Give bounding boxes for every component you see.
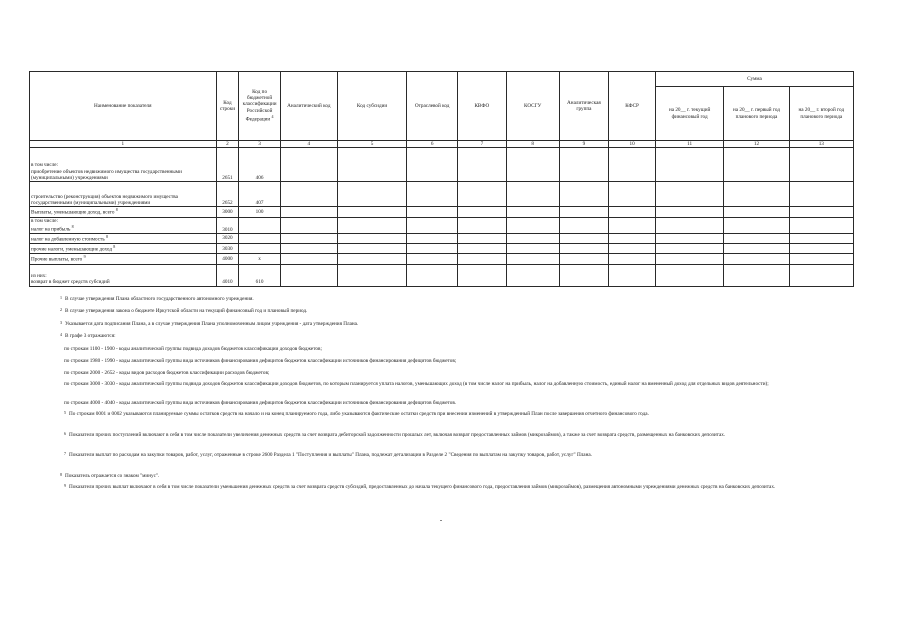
footnote-8: $^8$ Показатель отражается со знаком "минус". — [60, 472, 160, 479]
table-row — [30, 207, 854, 217]
table-row — [30, 182, 854, 207]
col-number: 12 — [724, 141, 789, 148]
footnote-3: $^3$ Указывается дата подписания Плана, а в случае утверждения Плана уполномоченным лицом учреждения - дата утверждения Плана. — [60, 320, 359, 327]
col-number: 9 — [559, 141, 609, 148]
row-name: Выплаты, уменьшающие доход, всего $^8$ — [30, 207, 217, 217]
header-kvfo: КВФО — [458, 72, 507, 141]
col-number: 10 — [609, 141, 656, 148]
row-bk-code: х — [239, 254, 280, 264]
col-number: 6 — [407, 141, 458, 148]
footnote-5: $^5$ По строкам 0001 и 0002 указываются планируемые суммы остатков средств на начало и на конец планируемого года, либо указываются фактические остатки средств при внесении изменений в утвержденный План после завершения отчетного финансового года. — [64, 410, 649, 417]
header-code: Код строки — [216, 72, 239, 141]
footnote-4e: по строкам 4000 - 4040 - коды аналитической группы вида источников финансирования дефицитов бюджетов классификации источников финансирования дефицитов бюджетов. — [64, 400, 457, 406]
header-year-current: на 20__ г. текущий финансовый год — [655, 87, 723, 141]
row-name: в том числе: приобретение объектов недвижимого имущества государственными (муниципальными) учреждениями — [30, 148, 217, 182]
footnote-4c: по строкам 2000 - 2652 - коды видов расходов бюджетов классификации расходов бюджетов; — [64, 370, 270, 376]
header-year-second: на 20__ г. второй год планового периода — [789, 87, 853, 141]
col-number: 2 — [216, 141, 239, 148]
row-code: 3010 — [216, 217, 239, 234]
table-row — [30, 217, 854, 234]
footnote-1: $^1$ В случае утверждения Плана областного государственного автономного учреждения. — [60, 295, 254, 302]
header-kfsr: КФСР — [609, 72, 656, 141]
scan-speck — [440, 520, 442, 521]
footnote-6: $^6$ Показатели прочих поступлений включают в себя в том числе показатели увеличения денежных средств за счет возврата дебиторской задолженности прошлых лет, включая возврат предоставленных займов (микрозаймов), а также за счет возврата средств, размещенных на банковских депозитах. — [64, 431, 726, 438]
footnote-4b: по строкам 1980 - 1990 - коды аналитической группы вида источников финансирования дефицитов бюджетов классификации источников финансирования дефицитов бюджетов; — [64, 358, 457, 364]
col-number: 7 — [458, 141, 507, 148]
header-subsidy-code: Код субсидии — [337, 72, 406, 141]
footnote-7: $^7$ Показатели выплат по расходам на закупки товаров, работ, услуг, отраженные в строке 2600 Раздела 1 "Поступления и выплаты" Плана, подлежат детализации в Разделе 2 "Сведения по выплатам на закупку товаров, работ, услуг" Плана. — [64, 451, 592, 458]
table-row — [30, 264, 854, 286]
row-name: налог на добавленную стоимость $^8$ — [30, 234, 217, 244]
col-number: 3 — [239, 141, 280, 148]
header-kosgu: КОСГУ — [506, 72, 559, 141]
header-sum: Сумма — [655, 72, 853, 87]
row-bk-code: 610 — [239, 264, 280, 286]
row-code: 2651 — [216, 148, 239, 182]
table-row — [30, 234, 854, 244]
row-name: из них: возврат в бюджет средств субсидий — [30, 264, 217, 286]
header-analytic-code: Аналитический код — [280, 72, 337, 141]
col-number: 1 — [30, 141, 217, 148]
header-analytic-group: Аналитическая группа — [559, 72, 609, 141]
row-name: Прочие выплаты, всего $^9$ — [30, 254, 217, 264]
header-bk-code: Код по бюджетной классификации Российской Федерации $^4$ — [239, 72, 280, 141]
row-bk-code: 406 — [239, 148, 280, 182]
row-code: 2652 — [216, 182, 239, 207]
table-row — [30, 148, 854, 182]
col-number: 13 — [789, 141, 853, 148]
row-bk-code: 407 — [239, 182, 280, 207]
row-code: 3020 — [216, 234, 239, 244]
row-name: в том числе: налог на прибыль $^8$ — [30, 217, 217, 234]
footnote-9: $^9$ Показатели прочих выплат включают в себя в том числе показатели уменьшения денежных средств за счет возврата средств субсидий, предоставленных до начала текущего финансового года, предоставления займов (микрозаймов), размещения автономными учреждениями денежных средств на банковских депозитах. — [64, 483, 776, 490]
plan-table — [29, 71, 854, 287]
row-code: 3030 — [216, 244, 239, 254]
column-numbers-row — [30, 141, 854, 148]
col-number: 4 — [280, 141, 337, 148]
footnote-4: $^4$ В графе 3 отражаются: — [60, 332, 116, 339]
footnote-4a: по строкам 1100 - 1900 - коды аналитической группы подвида доходов бюджетов классификации доходов бюджетов; — [64, 346, 322, 352]
row-bk-code: 100 — [239, 207, 280, 217]
header-industry-code: Отраслевой код — [407, 72, 458, 141]
row-name: прочие налоги, уменьшающие доход $^8$ — [30, 244, 217, 254]
row-code: 4000 — [216, 254, 239, 264]
col-number: 5 — [337, 141, 406, 148]
header-year-first: на 20__ г. первый год планового периода — [724, 87, 789, 141]
col-number: 11 — [655, 141, 723, 148]
footnote-2: $^2$ В случае утверждения закона о бюджете Иркутской области на текущий финансовый год и плановый период. — [60, 307, 308, 314]
table-row — [30, 244, 854, 254]
footnote-4d: по строкам 3000 - 3030 - коды аналитической группы подвида доходов бюджетов классификации доходов бюджетов, по которым планируется уплата налогов, уменьшающих доход (в том числе налог на прибыль, налог на добавленную стоимость, единый налог на вмененный доход для отдельных видов деятельности); — [64, 381, 769, 387]
row-code: 4010 — [216, 264, 239, 286]
header-name: Наименование показателя — [30, 72, 217, 141]
row-code: 3000 — [216, 207, 239, 217]
col-number: 8 — [506, 141, 559, 148]
row-name: строительство (реконструкция) объектов недвижимого имущества государственными (муниципальными) учреждениями — [30, 182, 217, 207]
table-row — [30, 254, 854, 264]
